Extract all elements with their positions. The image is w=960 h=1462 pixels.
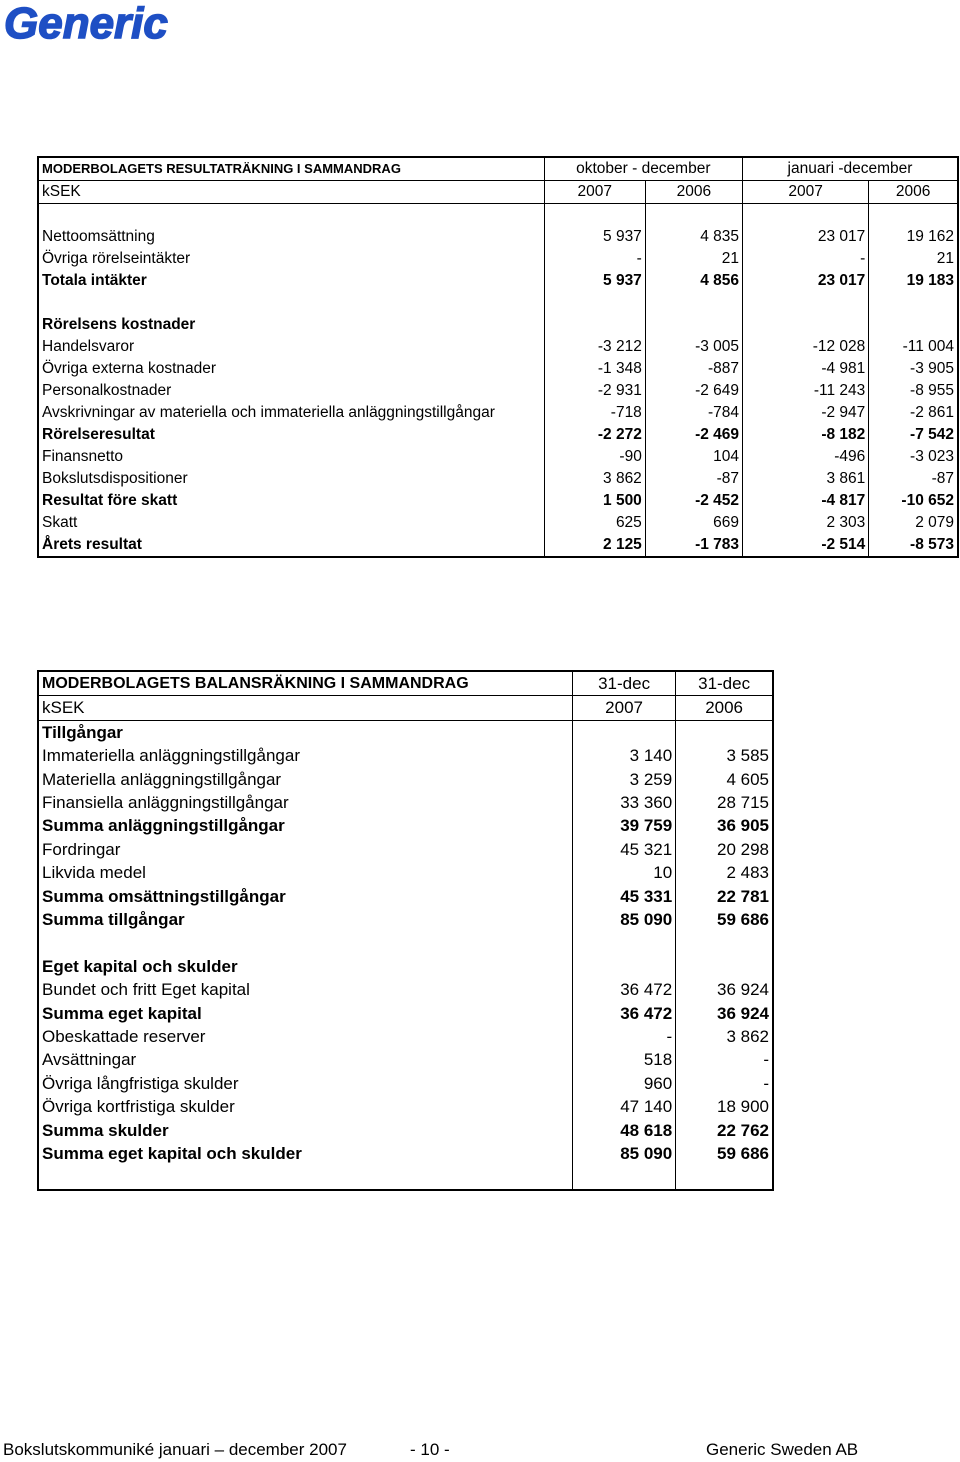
row-value: -2 649	[645, 380, 742, 402]
row-label: Nettoomsättning	[42, 228, 155, 245]
row-label: Summa eget kapital	[42, 1003, 202, 1023]
footer-left: Bokslutskommuniké januari – december 2007	[3, 1440, 347, 1459]
section-heading-row	[38, 720, 773, 744]
income-year: 2007	[743, 181, 869, 204]
row-label: Årets resultat	[42, 536, 142, 553]
balance-sheet-table	[37, 670, 774, 1191]
row-value: 45 321	[572, 838, 675, 861]
footer-right: Generic Sweden AB	[706, 1440, 859, 1459]
row-value: 3 862	[544, 468, 645, 490]
row-value: 23 017	[743, 270, 869, 292]
row-value: -496	[743, 446, 869, 468]
row-value: 36 924	[676, 1002, 773, 1025]
row-value: 36 472	[572, 978, 675, 1001]
table-row	[38, 1072, 773, 1095]
row-value: 2 079	[869, 512, 958, 534]
row-value: -3 212	[544, 336, 645, 358]
row-label: Övriga kortfristiga skulder	[42, 1097, 235, 1117]
table-row	[38, 534, 958, 557]
row-value: 36 472	[572, 1002, 675, 1025]
table-row	[38, 1119, 773, 1142]
table-row	[38, 978, 773, 1001]
row-value: 36 924	[676, 978, 773, 1001]
section-heading-row	[38, 314, 958, 336]
table-row	[38, 226, 958, 248]
table-row	[38, 1048, 773, 1071]
row-value: 625	[544, 512, 645, 534]
row-label: Avskrivningar av materiella och immateriella anläggningstillgångar	[42, 404, 495, 421]
row-value: 59 686	[676, 1142, 773, 1165]
row-value: 21	[869, 248, 958, 270]
row-value: 3 585	[676, 744, 773, 767]
row-label: Likvida medel	[42, 863, 146, 883]
row-label: Finansnetto	[42, 448, 123, 465]
row-value: 4 605	[676, 768, 773, 791]
row-value: 48 618	[572, 1119, 675, 1142]
row-value: 19 162	[869, 226, 958, 248]
row-value: -11 004	[869, 336, 958, 358]
table-row	[38, 358, 958, 380]
table-row	[38, 1095, 773, 1118]
balance-title: MODERBOLAGETS BALANSRÄKNING I SAMMANDRAG	[38, 671, 572, 696]
row-label: Summa omsättningstillgångar	[42, 886, 286, 906]
balance-year: 2006	[676, 696, 773, 720]
row-label: Resultat före skatt	[42, 492, 178, 509]
row-label: Totala intäkter	[42, 272, 147, 289]
section-heading: Rörelsens kostnader	[42, 316, 196, 333]
row-value: -8 955	[869, 380, 958, 402]
row-label: Övriga långfristiga skulder	[42, 1073, 239, 1093]
row-value: -4 817	[743, 490, 869, 512]
row-value: -87	[869, 468, 958, 490]
row-value: -8 573	[869, 534, 958, 557]
section-heading-row	[38, 955, 773, 978]
row-label: Summa tillgångar	[42, 910, 185, 930]
balance-date: 31-dec	[676, 671, 773, 696]
row-value: -3 005	[645, 336, 742, 358]
row-value: 1 500	[544, 490, 645, 512]
row-value: -	[544, 248, 645, 270]
row-value: -2 931	[544, 380, 645, 402]
table-row	[38, 1002, 773, 1025]
row-label: Personalkostnader	[42, 382, 172, 399]
row-value: -784	[645, 402, 742, 424]
row-value: 2 125	[544, 534, 645, 557]
row-label: Handelsvaror	[42, 338, 135, 355]
table-row	[38, 446, 958, 468]
row-value: 33 360	[572, 791, 675, 814]
row-label: Summa eget kapital och skulder	[42, 1144, 302, 1164]
row-label: Finansiella anläggningstillgångar	[42, 793, 289, 813]
spacer-row	[38, 931, 773, 954]
row-value: 3 259	[572, 768, 675, 791]
table-row	[38, 380, 958, 402]
row-value: -2 947	[743, 402, 869, 424]
balance-year-row	[38, 696, 773, 720]
row-value: -2 272	[544, 424, 645, 446]
row-value: 85 090	[572, 1142, 675, 1165]
table-row	[38, 336, 958, 358]
row-value: -	[676, 1072, 773, 1095]
row-value: -2 861	[869, 402, 958, 424]
balance-unit: kSEK	[38, 696, 572, 720]
table-row	[38, 468, 958, 490]
row-label: Summa anläggningstillgångar	[42, 816, 285, 836]
row-value: -3 023	[869, 446, 958, 468]
row-value: 19 183	[869, 270, 958, 292]
row-value: 20 298	[676, 838, 773, 861]
row-value: -8 182	[743, 424, 869, 446]
row-label: Summa skulder	[42, 1120, 169, 1140]
row-value: -887	[645, 358, 742, 380]
income-period-quarter: oktober - december	[544, 157, 742, 181]
row-label: Avsättningar	[42, 1050, 137, 1070]
row-value: 47 140	[572, 1095, 675, 1118]
spacer-row	[38, 204, 958, 227]
row-label: Rörelseresultat	[42, 426, 155, 443]
row-label: Övriga rörelseintäkter	[42, 250, 191, 267]
table-row	[38, 838, 773, 861]
table-row	[38, 768, 773, 791]
income-year: 2006	[869, 181, 958, 204]
row-value: 4 856	[645, 270, 742, 292]
row-value: -	[676, 1048, 773, 1071]
row-label: Bokslutsdispositioner	[42, 470, 188, 487]
row-value: -12 028	[743, 336, 869, 358]
balance-title-row	[38, 671, 773, 696]
spacer-row	[38, 292, 958, 314]
table-row	[38, 791, 773, 814]
row-value: -	[743, 248, 869, 270]
row-label: Materiella anläggningstillgångar	[42, 769, 282, 789]
row-label: Obeskattade reserver	[42, 1027, 206, 1047]
table-row	[38, 908, 773, 931]
row-value: 5 937	[544, 226, 645, 248]
generic-logo	[2, 0, 214, 46]
row-value: 18 900	[676, 1095, 773, 1118]
row-value: -4 981	[743, 358, 869, 380]
row-value: 22 781	[676, 885, 773, 908]
income-unit: kSEK	[38, 181, 544, 204]
row-value: 3 862	[676, 1025, 773, 1048]
row-value: -2 514	[743, 534, 869, 557]
row-value: -2 469	[645, 424, 742, 446]
row-value: 4 835	[645, 226, 742, 248]
row-label: Fordringar	[42, 839, 121, 859]
row-value: -10 652	[869, 490, 958, 512]
table-row	[38, 1025, 773, 1048]
table-row	[38, 744, 773, 767]
row-value: -2 452	[645, 490, 742, 512]
table-row	[38, 814, 773, 837]
row-value: 22 762	[676, 1119, 773, 1142]
row-value: 104	[645, 446, 742, 468]
row-value: 669	[645, 512, 742, 534]
row-value: 59 686	[676, 908, 773, 931]
row-value: -11 243	[743, 380, 869, 402]
row-value: 85 090	[572, 908, 675, 931]
row-value: -1 783	[645, 534, 742, 557]
row-value: 3 861	[743, 468, 869, 490]
income-title-row	[38, 157, 958, 181]
row-label: Immateriella anläggningstillgångar	[42, 746, 300, 766]
row-value: -1 348	[544, 358, 645, 380]
row-value: -7 542	[869, 424, 958, 446]
row-value: 2 303	[743, 512, 869, 534]
row-value: 45 331	[572, 885, 675, 908]
row-label: Skatt	[42, 514, 78, 531]
logo-text: Generic	[4, 0, 168, 46]
balance-date: 31-dec	[572, 671, 675, 696]
table-row	[38, 402, 958, 424]
row-value: 23 017	[743, 226, 869, 248]
row-value: 28 715	[676, 791, 773, 814]
table-row	[38, 885, 773, 908]
income-title: MODERBOLAGETS RESULTATRÄKNING I SAMMANDRAG	[38, 157, 544, 181]
row-value: 5 937	[544, 270, 645, 292]
income-statement-table	[37, 156, 959, 558]
section-heading: Eget kapital och skulder	[42, 956, 238, 976]
row-value: 10	[572, 861, 675, 884]
row-value: 39 759	[572, 814, 675, 837]
table-row	[38, 424, 958, 446]
table-row	[38, 490, 958, 512]
balance-year: 2007	[572, 696, 675, 720]
row-value: -87	[645, 468, 742, 490]
table-row	[38, 512, 958, 534]
income-year: 2007	[544, 181, 645, 204]
row-value: -3 905	[869, 358, 958, 380]
table-row	[38, 861, 773, 884]
spacer-row	[38, 1166, 773, 1190]
row-label: Bundet och fritt Eget kapital	[42, 980, 250, 1000]
row-value: 960	[572, 1072, 675, 1095]
row-value: -	[572, 1025, 675, 1048]
table-row	[38, 1142, 773, 1165]
table-row	[38, 270, 958, 292]
row-value: -718	[544, 402, 645, 424]
row-value: -90	[544, 446, 645, 468]
page-number: - 10 -	[410, 1440, 450, 1459]
row-value: 21	[645, 248, 742, 270]
income-year: 2006	[645, 181, 742, 204]
row-value: 2 483	[676, 861, 773, 884]
table-row	[38, 248, 958, 270]
income-period-year: januari -december	[743, 157, 958, 181]
row-value: 518	[572, 1048, 675, 1071]
row-value: 36 905	[676, 814, 773, 837]
section-heading: Tillgångar	[42, 722, 123, 742]
income-year-row	[38, 181, 958, 204]
row-label: Övriga externa kostnader	[42, 360, 217, 377]
row-value: 3 140	[572, 744, 675, 767]
